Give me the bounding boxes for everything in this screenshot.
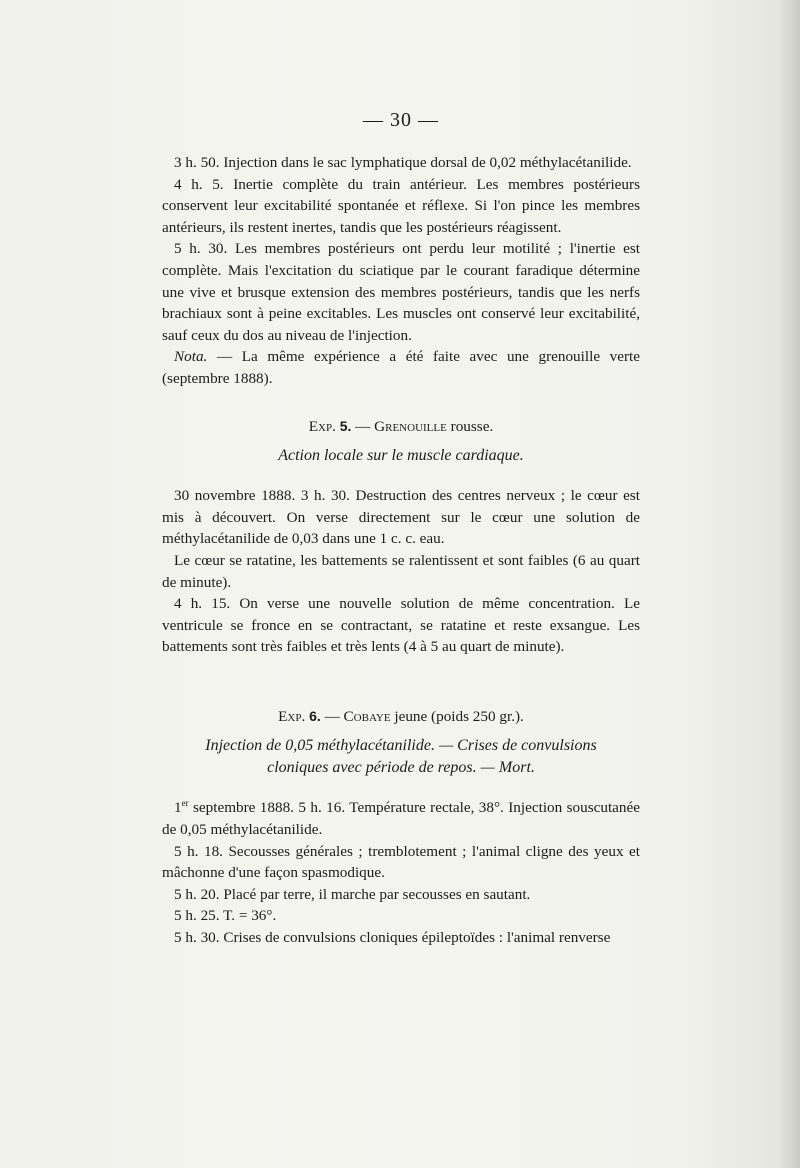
exp5-paragraph-2: Le cœur se ratatine, les battements se ralentissent et sont faibles (6 au quart de minute). xyxy=(162,551,640,591)
exp5-subtitle: Action locale sur le muscle cardiaque. xyxy=(278,447,524,465)
exp6-paragraph-1-text: septembre 1888. 5 h. 16. Température rectale, 38°. Injection souscutanée de 0,05 méthylacétanilide. xyxy=(162,799,640,839)
exp5-subject-rest: rousse. xyxy=(446,417,494,435)
exp6-paragraph-3: 5 h. 20. Placé par terre, il marche par secousses en sautant. xyxy=(174,885,531,903)
exp6-subtitle xyxy=(162,735,640,779)
exp6-day-sup: er xyxy=(181,798,189,809)
exp5-heading xyxy=(162,416,640,438)
nota-label: Nota. xyxy=(174,348,208,366)
exp6-subject: Cobaye xyxy=(343,707,391,725)
paragraph-1: 3 h. 50. Injection dans le sac lymphatique dorsal de 0,02 méthylacétanilide. xyxy=(174,154,632,171)
exp6-day: 1 xyxy=(174,799,182,817)
exp5-subject: Grenouille xyxy=(374,417,447,435)
exp6-paragraph-2: 5 h. 18. Secousses générales ; tremblotement ; l'animal cligne des yeux et mâchonne d'une façon spasmodique. xyxy=(162,842,640,882)
exp5-number: 5. xyxy=(339,417,352,434)
page-content xyxy=(162,108,640,949)
exp6-paragraph-4: 5 h. 25. T. = 36°. xyxy=(174,907,277,925)
paragraph-2: 4 h. 5. Inertie complète du train antérieur. Les membres postérieurs conservent leur excitabilité spontanée et réflexe. Si l'on pince les membres antérieurs, ils restent inertes, tandis que les postérieurs réagissent. xyxy=(162,175,640,236)
exp6-subtitle-line1: Injection de 0,05 méthylacétanilide. — Crises de convulsions xyxy=(205,737,597,755)
exp6-paragraph-5: 5 h. 30. Crises de convulsions cloniques épileptoïdes : l'animal renverse xyxy=(174,929,611,947)
nota-text: — La même expérience a été faite avec une grenouille verte (septembre 1888). xyxy=(162,348,640,387)
exp6-subtitle-line2: cloniques avec période de repos. — Mort. xyxy=(267,759,535,777)
exp6-heading xyxy=(162,706,640,728)
exp6-dash: — xyxy=(320,707,344,725)
exp6-number: 6. xyxy=(309,707,321,724)
exp6-prefix: Exp. xyxy=(278,707,306,725)
exp6-paragraph-1 xyxy=(162,797,640,840)
exp5-paragraph-3: 4 h. 15. On verse une nouvelle solution de même concentration. Le ventricule se fronce en se contractant, se ratatine et reste exsangue. Les battements sont très faibles et très lents (4 à 5 au quart de minute). xyxy=(162,595,640,656)
exp6-subject-rest: jeune (poids 250 gr.). xyxy=(390,707,524,725)
nota-paragraph xyxy=(162,346,640,389)
exp5-paragraph-1: 30 novembre 1888. 3 h. 30. Destruction des centres nerveux ; le cœur est mis à découvert. On verse directement sur le cœur une solution de méthylacétanilide de 0,03 dans une 1 c. c. eau. xyxy=(162,487,640,548)
paragraph-3: 5 h. 30. Les membres postérieurs ont perdu leur motilité ; l'inertie est complète. Mais l'excitation du sciatique par le courant faradique détermine une vive et brusque extension des membres postérieurs, tandis que les nerfs brachiaux sont à peine excitables. Les muscles ont conservé leur excitabilité, sauf ceux du dos au niveau de l'injection. xyxy=(162,240,640,344)
page-edge-shadow xyxy=(778,0,800,1168)
exp5-prefix: Exp. xyxy=(308,417,336,435)
section-gap xyxy=(162,658,640,680)
exp5-dash: — xyxy=(351,417,375,435)
page-number: — 30 — xyxy=(363,109,439,131)
